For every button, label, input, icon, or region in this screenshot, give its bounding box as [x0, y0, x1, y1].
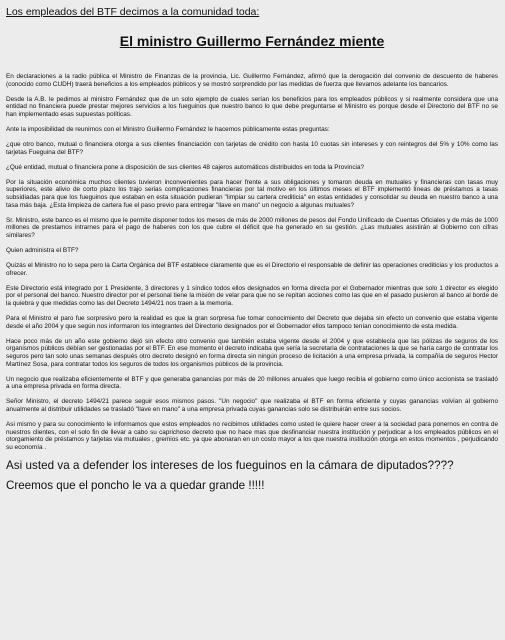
paragraph-question-atms: ¿Qué entidad, mutual o financiera pone a disposición de sus clientes 48 cajeros automáticos distribuidos en toda la Provincia?	[6, 163, 365, 171]
paragraph-intro: En declaraciones a la radio pública el Ministro de Finanzas de la provincia, Lic. Guillermo Fernández, afirmó que la derogación del convenio de descuento de haberes (conocido como CUDH) traerá beneficios a los empleados públicos y se mostró sorprendido por las medidas de fuerza que llevamos adelante los bancarios.	[6, 73, 498, 88]
paragraph-economic-situation: Por la situación económica muchos clientes tuvieron inconvenientes para hacer frente a sus obligaciones y tomaron deuda en mutuales y financieras con tasas muy superiores, este alivio de corto plazo los trajo serias complicaciones financieras por tal motivo en los últimos meses el BTF implementó líneas de préstamos a tasas subsidiadas para que los fueguinos que estaban en esta situación pudieran "limpiar su cartera crediticia" en estas entidades y consolidar su deuda en nuestro banco a una tasa más baja. ¿Esta limpieza de cartera fue el paso previo para entregar "llave en mano" un negocio a algunas mutuales?	[6, 178, 498, 209]
paragraph-who-administers: Quien administra el BTF?	[6, 247, 79, 254]
paragraph-decree: Señor Ministro, el decreto 1494/21 parece seguir esos mismos pasos. "Un negocio" que realizaba el BTF en forma eficiente y cuyas ganancias volvían al gobierno anualmente al distribuir utilidades se trasladó "llave en mano" a una empresa privada cuyas ganancias solo se distribuirán entre sus socios.	[6, 398, 498, 413]
paragraph-question-cards: ¿que otro banco, mutual o financiera otorga a sus clientes financiación con tarjetas de crédito con hasta 10 cuotas sin intereses y con reintegros del 5% y 10% como las tarjetas Fueguina del BTF?	[6, 141, 498, 156]
closing-final: Creemos que el poncho le va a quedar grande !!!!!	[6, 478, 265, 492]
closing-question: Asi usted va a defender los intereses de los fueguinos en la cámara de diputados????	[6, 458, 454, 472]
document-title: El ministro Guillermo Fernández miente	[119, 33, 385, 49]
paragraph-utilities: Asi mismo y para su conocimiento le informamos que estos empleados no recibimos utilidades como usted le quiere hacer creer a la sociedad para ponernos en contra de nuestros clientes, con el solo fin de llevar a cabo su caprichoso decreto que no hace mas que desfinanciar nuestra institución y perjudicar a los empleados públicos en el otorgamiento de préstamos y tarjetas via mutuales , gremios etc. ya que abonaran en un costo mayor a los que nuestra institución otorga en estos momentos , perjudicando su economía .	[6, 421, 498, 451]
paragraph-questions-intro: Ante la imposibilidad de reunirnos con el Ministro Guillermo Fernández le hacemos públicamente estas preguntas:	[6, 125, 330, 133]
document-subtitle: Los empleados del BTF decimos a la comunidad toda:	[6, 6, 260, 18]
paragraph-directorate: Este Directorio está integrado por 1 Presidente, 3 directores y 1 síndico todos ellos designados en forma directa por el Gobernador mientras que solo 1 director es elegido por el personal del banco. Nuestro director por el personal tiene la misión de velar para que no se repitan acciones como las que en el pasado pusieron al banco al borde de la quiebra y que medidas como las del Decreto 1494/21 nos traen a la memoria.	[6, 284, 498, 307]
paragraph-ab-request: Desde la A.B. le pedimos al ministro Fernández que de un solo ejemplo de cuales serían los beneficios para los empleados públicos y si realmente considera que una entidad no financiera puede prestar mejores servicios a los fueguinos que nuestro banco lo que debe preguntarse el Ministro es porque desde el Directorio del BTF no se han implementado esas supuestas políticas.	[6, 95, 498, 118]
paragraph-insurance: Hace poco más de un año este gobierno dejó sin efecto otro convenio que también estaba vigente desde el 2004 y que establecía que las pólizas de seguros de los organismos públicos debían ser gestionadas por el BTF. En ese momento el decreto indicaba que sería la secretaria de contrataciones la que se haría cargo de contratar los seguros pero tan solo unas semanas después otro decreto designó en forma directa sin ningún proceso de licitación a una empresa privada, la compañía de seguros Hector Martínez Sosa, para contratar todos los seguros de todos los organismos públicos de la provincia.	[6, 337, 498, 368]
paragraph-funds: Sr. Ministro, este banco es el mismo que le permite disponer todos los meses de más de 2000 millones de pesos del Fondo Unificado de Cuentas Oficiales y de más de 1000 millones de prestamos intrarnes para el pago de haberes con los que cubre el déficit que ha generado en su gestión. ¿Las mutuales asistirán al Gobierno con cifras similares?	[6, 216, 498, 239]
paragraph-strike: Para el Ministro el paro fue sorpresivo pero la realidad es que la gran sorpresa fue tomar conocimiento del Decreto que dejaba sin efecto un convenio que estaba vigente desde el año 2004 y que según nos informaron los integrantes del Directorio designados por el Gobernador ellos tampoco tenían conocimiento de esta medida.	[6, 315, 498, 330]
paragraph-business: Un negocio que realizaba eficientemente el BTF y que generaba ganancias por más de 20 millones anuales que luego recibía el gobierno como único accionista se trasladó a una empresa privada en forma directa.	[6, 375, 498, 391]
paragraph-charter: Quizás el Ministro no lo sepa pero la Carta Orgánica del BTF establece claramente que es el Directorio el responsable de definir las operaciones crediticias y los productos a ofrecer.	[6, 262, 498, 277]
